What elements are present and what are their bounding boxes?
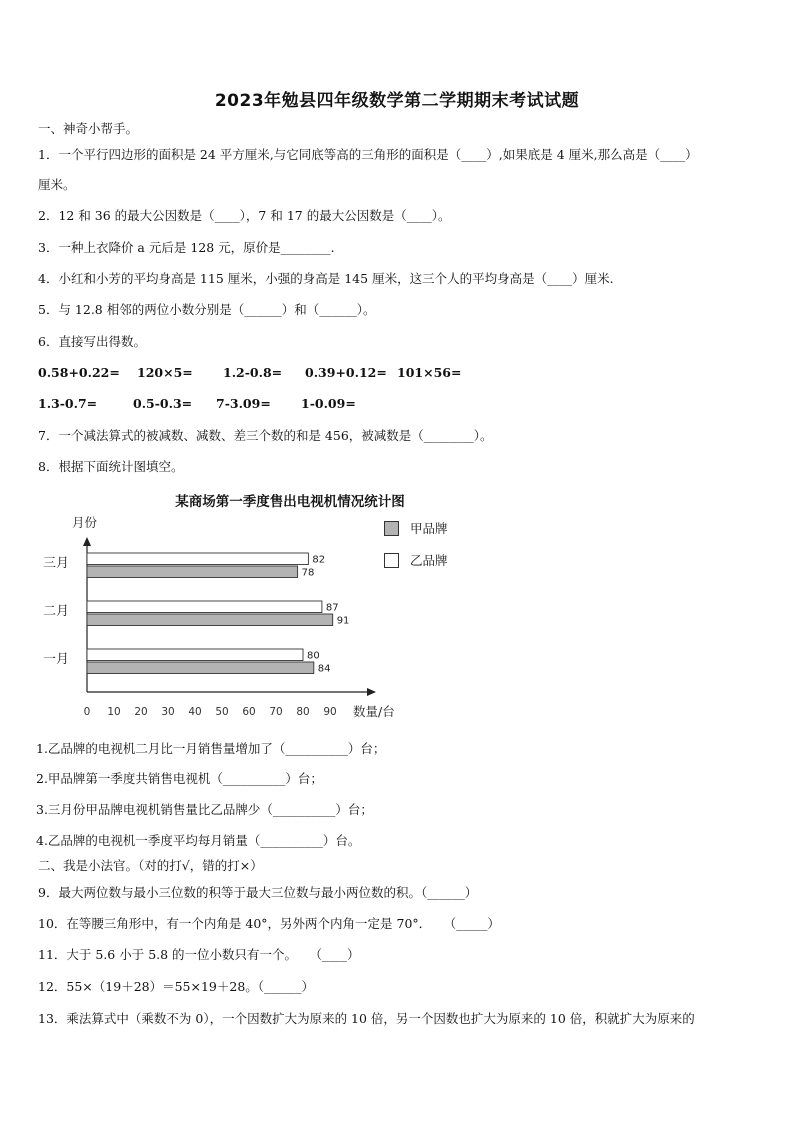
- chart-question-4: 4.乙品牌的电视机一季度平均每月销量（__________）台。: [36, 833, 361, 848]
- data-label: 91: [336, 615, 350, 627]
- section-heading-2: 二、我是小法官。（对的打√，错的打×）: [38, 858, 263, 873]
- question-11: 11．大于 5.6 小于 5.8 的一位小数只有一个。 （____）: [38, 947, 360, 962]
- question-6: 6．直接写出得数。: [38, 334, 146, 349]
- question-2: 2．12 和 36 的最大公因数是（____），7 和 17 的最大公因数是（____）。: [38, 208, 451, 223]
- chart-question-2: 2.甲品牌第一季度共销售电视机（__________）台；: [36, 771, 323, 786]
- x-tick-label: 80: [296, 706, 310, 718]
- calc-item: 120×5=: [137, 365, 193, 380]
- x-tick-label: 20: [134, 706, 148, 718]
- calc-item: 7-3.09=: [216, 396, 271, 411]
- category-label: 三月: [43, 556, 70, 571]
- data-label: 82: [312, 554, 326, 566]
- question-12: 12．55×（19＋28）＝55×19＋28。（______）: [38, 979, 315, 994]
- data-label: 84: [317, 663, 331, 675]
- calc-item: 1-0.09=: [301, 396, 356, 411]
- question-13: 13．乘法算式中（乘数不为 0），一个因数扩大为原来的 10 倍，另一个因数也扩大为原来的 10 倍，积就扩大为原来的: [38, 1011, 695, 1026]
- category-label: 二月: [43, 604, 70, 619]
- x-tick-label: 10: [107, 706, 121, 718]
- data-label: 78: [301, 567, 315, 579]
- chart-question-3: 3.三月份甲品牌电视机销售量比乙品牌少（__________）台；: [36, 802, 373, 817]
- question-1: 1．一个平行四边形的面积是 24 平方厘米,与它同底等高的三角形的面积是（____）,如果底是 4 厘米,那么高是（____）: [38, 147, 698, 162]
- bar: [87, 553, 308, 565]
- data-label: 80: [307, 650, 320, 662]
- y-axis-arrow: [83, 537, 91, 546]
- section-heading-1: 一、神奇小帮手。: [38, 121, 139, 136]
- calc-item: 1.3-0.7=: [38, 396, 98, 411]
- legend-label-jia: 甲品牌: [410, 521, 448, 536]
- x-tick-label: 0: [83, 706, 91, 718]
- question-9: 9．最大两位数与最小三位数的积等于最大三位数与最小两位数的积。（______）: [38, 885, 478, 900]
- category-label: 一月: [43, 652, 70, 667]
- x-tick-label: 50: [215, 706, 229, 718]
- calc-item: 101×56=: [397, 365, 462, 380]
- x-axis-title: 数量/台: [353, 704, 395, 719]
- bar: [87, 566, 298, 578]
- question-4: 4．小红和小芳的平均身高是 115 厘米，小强的身高是 145 厘米，这三个人的平均身高是（____）厘米.: [38, 271, 614, 286]
- calc-item: 1.2-0.8=: [223, 365, 283, 380]
- question-10: 10．在等腰三角形中，有一个内角是 40°，另外两个内角一定是 70°． （_____）: [38, 916, 500, 931]
- x-tick-label: 30: [161, 706, 175, 718]
- bar: [87, 662, 314, 674]
- legend-label-yi: 乙品牌: [410, 553, 448, 568]
- x-tick-label: 70: [269, 706, 283, 718]
- question-5: 5．与 12.8 相邻的两位小数分别是（______）和（______）。: [38, 302, 376, 317]
- y-axis-title: 月份: [72, 515, 98, 530]
- chart-title: 某商场第一季度售出电视机情况统计图: [175, 494, 405, 510]
- page-title: 2023年勉县四年级数学第二学期期末考试试题: [214, 91, 580, 111]
- bar: [87, 601, 322, 613]
- x-tick-label: 90: [323, 706, 337, 718]
- question-3: 3．一种上衣降价 a 元后是 128 元，原价是________.: [38, 240, 335, 255]
- bar: [87, 649, 303, 661]
- bar: [87, 614, 333, 626]
- x-tick-label: 60: [242, 706, 256, 718]
- question-7: 7．一个减法算式的被减数、减数、差三个数的和是 456，被减数是（________）。: [38, 428, 493, 443]
- calc-item: 0.5-0.3=: [133, 396, 193, 411]
- calc-item: 0.58+0.22=: [38, 365, 120, 380]
- calc-item: 0.39+0.12=: [305, 365, 387, 380]
- question-1-continued: 厘米。: [38, 177, 76, 192]
- question-8: 8．根据下面统计图填空。: [38, 459, 184, 474]
- bar-chart: [30, 510, 410, 725]
- data-label: 87: [325, 602, 339, 614]
- x-tick-label: 40: [188, 706, 202, 718]
- chart-question-1: 1.乙品牌的电视机二月比一月销售量增加了（__________）台；: [36, 741, 386, 756]
- x-axis-arrow: [367, 688, 376, 696]
